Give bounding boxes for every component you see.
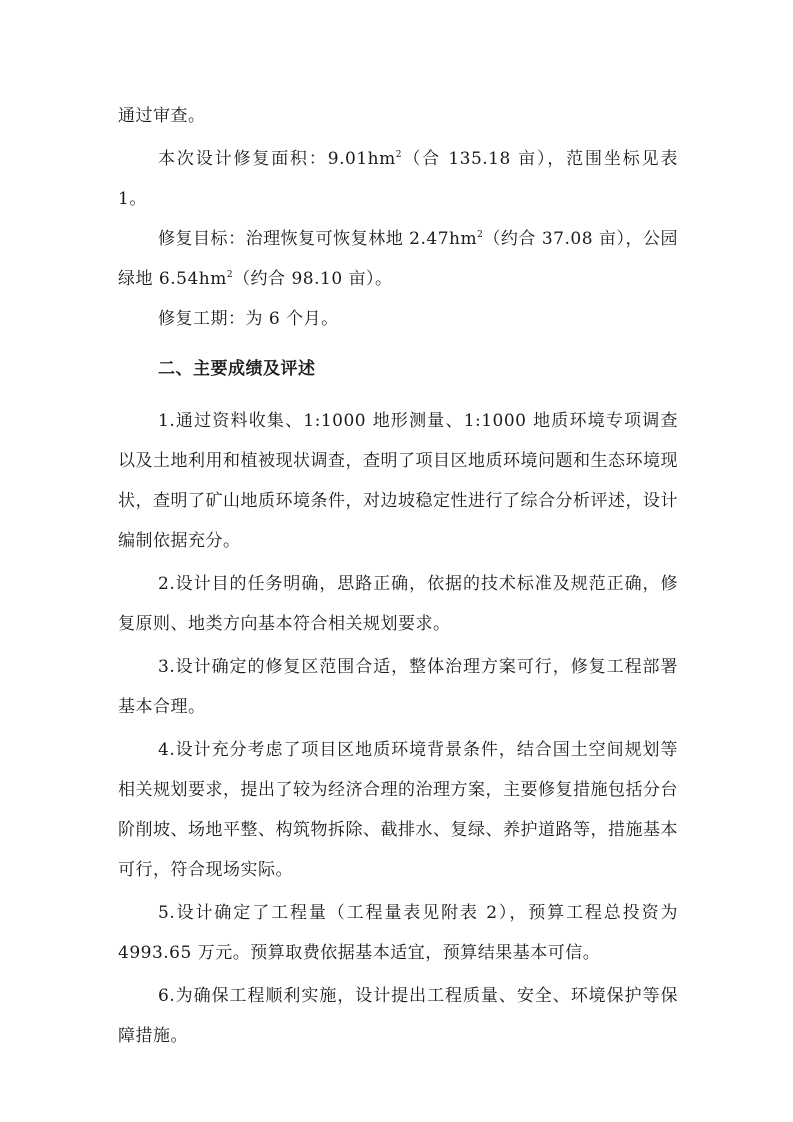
list-item: 4.设计充分考虑了项目区地质环境背景条件，结合国土空间规划等相关规划要求，提出了较为经济合理的治理方案，主要修复措施包括分台阶削坡、场地平整、构筑物拆除、截排水、复绿、养护道路等，措施基本可行，符合现场实际。 [118,740,678,880]
list-item: 5.设计确定了工程量（工程量表见附表 2），预算工程总投资为 4993.65 万元。预算取费依据基本适宜，预算结果基本可信。 [118,903,678,963]
document-page [118,96,678,1056]
repair-goal-text-2: （约合 37.08 亩），公园绿地 6.54hm [118,229,678,289]
paragraph-repair-goal [118,219,678,299]
repair-area-text-2: （合 135.18 亩），范围坐标见表 1。 [118,149,678,209]
section-heading: 二、主要成绩及评述 [158,359,316,379]
superscript: 2 [226,270,234,280]
list-item: 3.设计确定的修复区范围合适，整体治理方案可行，修复工程部署基本合理。 [118,657,678,717]
repair-goal-text-3: （约合 98.10 亩）。 [233,269,393,289]
paragraph-repair-period: 修复工期：为 6 个月。 [158,309,339,329]
superscript: 2 [395,150,402,160]
paragraph-repair-area [118,139,678,219]
repair-area-text: 本次设计修复面积：9.01hm [158,149,396,169]
paragraph-review-passed: 通过审查。 [118,106,206,126]
repair-goal-text: 修复目标：治理恢复可恢复林地 2.47hm [158,229,478,249]
list-item: 6.为确保工程顺利实施，设计提出工程质量、安全、环境保护等保障措施。 [118,986,678,1046]
superscript: 2 [477,230,484,240]
list-item: 1.通过资料收集、1:1000 地形测量、1:1000 地质环境专项调查以及土地利用和植被现状调查，查明了项目区地质环境问题和生态环境现状，查明了矿山地质环境条件，对边坡稳定性进行了综合分析评述，设计编制依据充分。 [118,411,678,551]
list-item: 2.设计目的任务明确，思路正确，依据的技术标准及规范正确，修复原则、地类方向基本符合相关规划要求。 [118,574,678,634]
